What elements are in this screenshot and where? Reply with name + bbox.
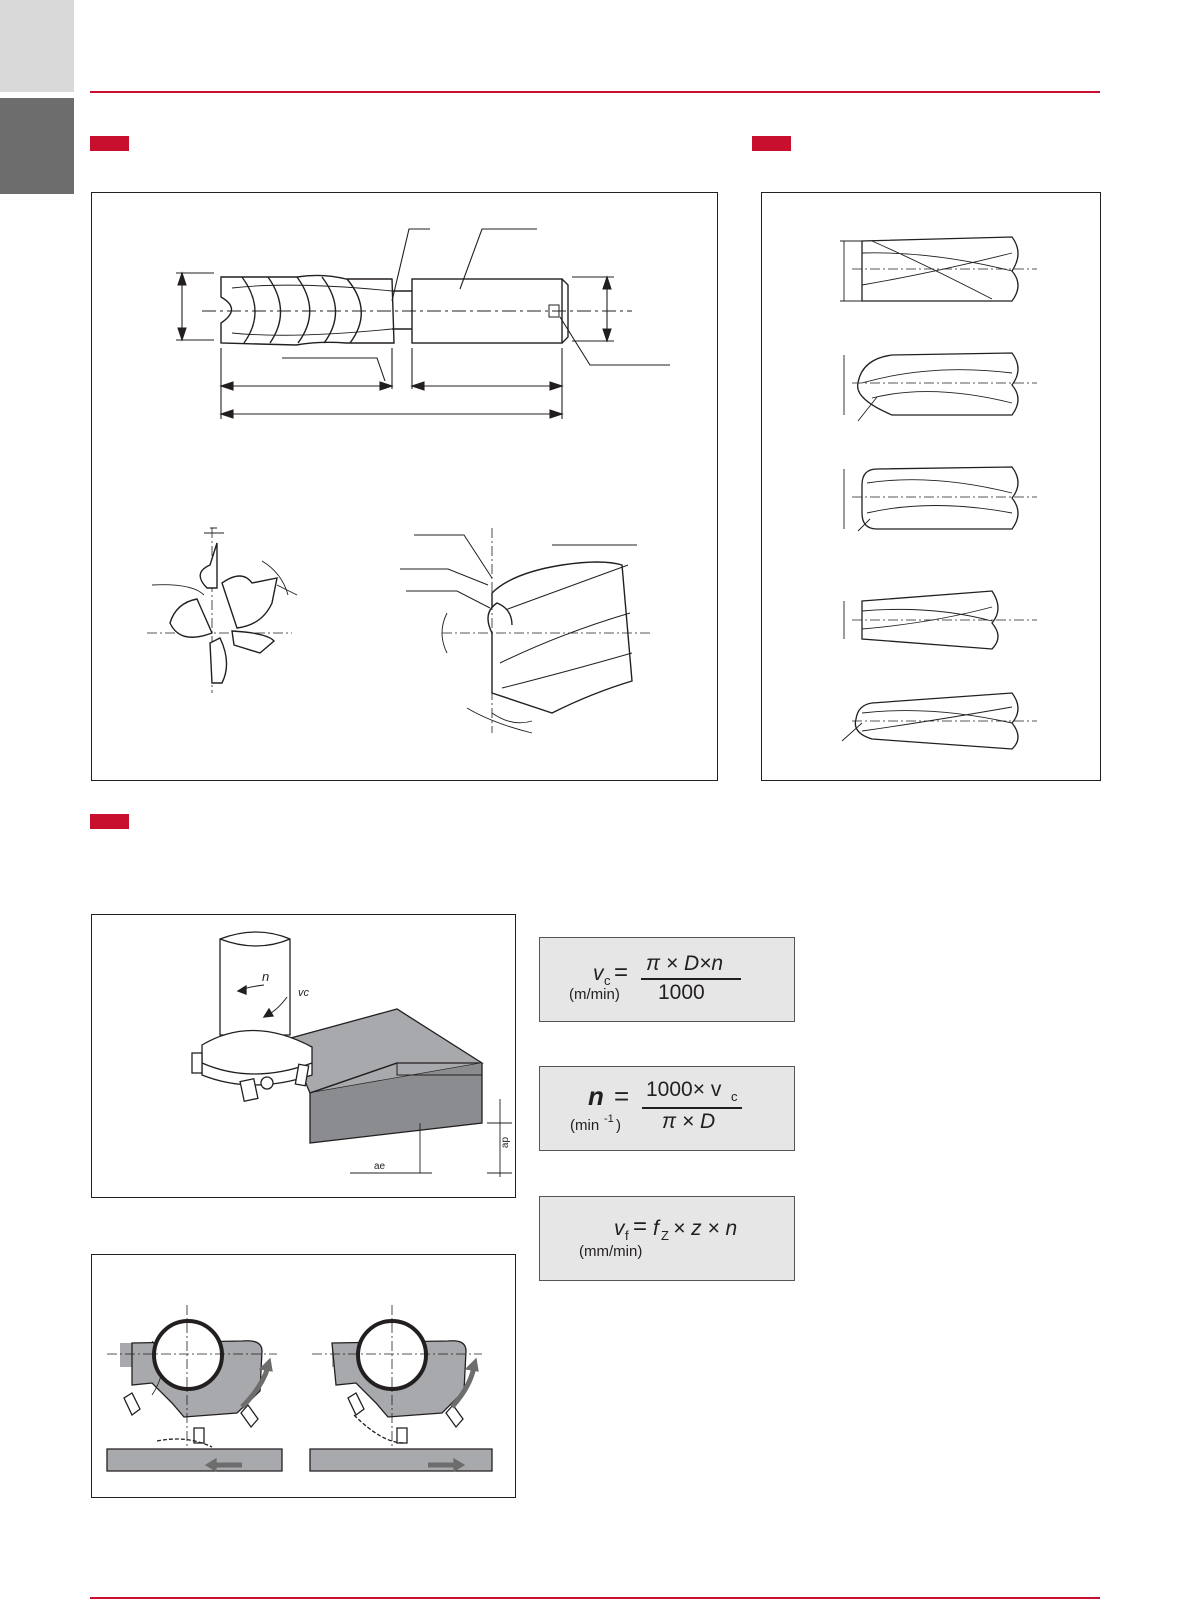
formula-2-unit-suffix: ) [616, 1117, 621, 1134]
formula-2-denominator: π × D [662, 1110, 716, 1133]
up-milling-diagram [107, 1305, 282, 1471]
formula-cutting-speed [539, 937, 795, 1022]
formula-2-equals: = [614, 1081, 630, 1111]
formula-feed-rate [539, 1196, 795, 1281]
down-milling-diagram [310, 1305, 492, 1471]
formula-2-lhs: n [588, 1081, 604, 1111]
header-rule [90, 91, 1100, 93]
radial-depth-label: ae [374, 1161, 386, 1172]
cutting-conditions-panel [91, 914, 516, 1198]
section-marker-3 [90, 814, 129, 829]
formula-1-equals: = [614, 959, 629, 986]
formula-3-rhs-f: f [653, 1217, 659, 1240]
endmill-types-panel [761, 192, 1101, 781]
tapered-end-mill [844, 591, 1037, 649]
formula-2-numerator: 1000× v [646, 1078, 722, 1101]
formula-2-unit-prefix: (min [570, 1117, 600, 1134]
formula-3-lhs: v [614, 1217, 625, 1240]
formula-2-fraction-bar [642, 1107, 742, 1109]
cutting-speed-label: vc [298, 987, 309, 999]
endmill-types-drawing [762, 193, 1102, 782]
endmill-nomenclature-drawing [92, 193, 719, 782]
formula-1-fraction-bar [641, 978, 741, 980]
side-tab-dark [0, 98, 74, 194]
ball-end-mill [844, 353, 1037, 421]
side-tab-light [0, 0, 74, 92]
formula-3-unit: (mm/min) [579, 1243, 643, 1260]
formula-spindle-speed [539, 1066, 795, 1151]
footer-rule [90, 1597, 1100, 1599]
endmill-side-view [202, 275, 632, 345]
endmill-nomenclature-panel [91, 192, 718, 781]
milling-direction-drawing [92, 1255, 517, 1499]
endmill-angle-view [400, 528, 652, 733]
section-marker-1 [90, 136, 129, 151]
formula-3-rhs: × z × n [673, 1217, 738, 1240]
formula-1-denominator: 1000 [658, 981, 705, 1004]
axial-depth-label: ap [500, 1136, 512, 1149]
section-marker-2 [752, 136, 791, 151]
formula-3-equals: = [633, 1213, 648, 1240]
formula-3-lhs-sub: f [625, 1228, 629, 1243]
endmill-end-view [147, 528, 297, 693]
square-end-mill [840, 237, 1037, 301]
formula-3-rhs-f-sub: Z [661, 1228, 669, 1243]
tapered-ball-end-mill [842, 693, 1037, 749]
spindle-rotation-label: n [262, 969, 270, 984]
milling-direction-panel [91, 1254, 516, 1498]
formula-2-numerator-sub: c [731, 1089, 738, 1104]
formula-1-lhs-sub: c [604, 973, 611, 988]
corner-radius-end-mill [844, 467, 1037, 531]
face-milling-drawing [92, 915, 517, 1199]
formula-1-numerator: π × D×n [646, 952, 724, 975]
formula-2-unit-sup: -1 [604, 1113, 614, 1125]
formula-1-lhs: v [593, 962, 604, 985]
formula-1-unit: (m/min) [569, 986, 620, 1003]
